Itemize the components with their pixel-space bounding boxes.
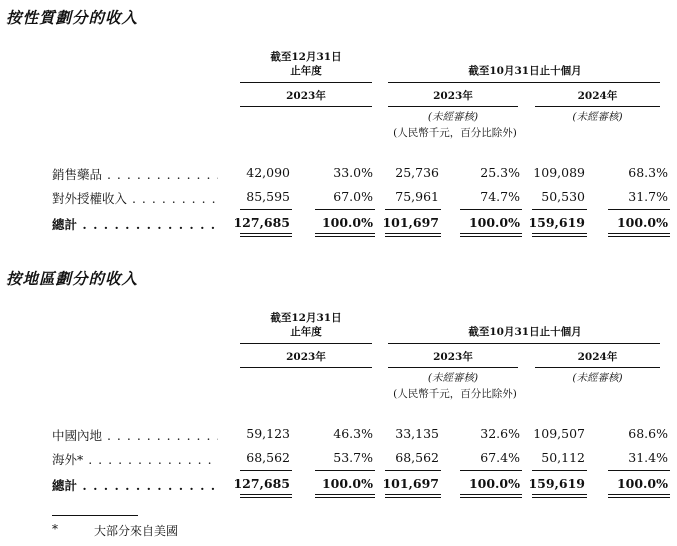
total-row bbox=[0, 215, 677, 231]
subtotal-rule bbox=[460, 470, 522, 471]
cell: 68,562 bbox=[395, 450, 439, 465]
table-row bbox=[0, 189, 677, 205]
header-rule bbox=[240, 343, 372, 344]
cell: 100.0% bbox=[321, 215, 373, 230]
cell: 31.4% bbox=[628, 450, 668, 465]
total-double-rule bbox=[460, 233, 522, 237]
cell: 46.3% bbox=[333, 426, 373, 441]
table-row bbox=[0, 426, 677, 442]
cell: 50,530 bbox=[541, 189, 585, 204]
section-title-by-region: 按地區劃分的收入 bbox=[6, 269, 139, 288]
cell: 68,562 bbox=[246, 450, 290, 465]
subtotal-rule bbox=[608, 470, 670, 471]
header-rule bbox=[388, 343, 660, 344]
total-double-rule bbox=[385, 494, 441, 498]
header-ten-months: 截至10月31日止十個月 bbox=[468, 65, 582, 77]
header-year-2024: 2024年 bbox=[577, 90, 618, 102]
header-rule bbox=[240, 367, 372, 368]
row-label: 海外* . . . bbox=[52, 450, 218, 468]
section-title-by-nature: 按性質劃分的收入 bbox=[6, 8, 139, 27]
subtotal-rule bbox=[532, 209, 587, 210]
header-unaudited: (未經審核) bbox=[572, 111, 623, 123]
cell: 50,112 bbox=[541, 450, 585, 465]
subtotal-rule bbox=[315, 209, 375, 210]
header-rule bbox=[388, 82, 660, 83]
total-double-rule bbox=[460, 494, 522, 498]
cell: 74.7% bbox=[480, 189, 520, 204]
cell: 159,619 bbox=[528, 476, 585, 491]
header-unaudited: (未經審核) bbox=[427, 111, 479, 123]
subtotal-rule bbox=[460, 209, 522, 210]
total-double-rule bbox=[315, 233, 375, 237]
cell: 31.7% bbox=[628, 189, 668, 204]
header-year-2024: 2024年 bbox=[577, 351, 618, 363]
cell: 59,123 bbox=[246, 426, 290, 441]
cell: 101,697 bbox=[382, 215, 439, 230]
cell: 101,697 bbox=[382, 476, 439, 491]
header-year-2023: 2023年 bbox=[433, 351, 473, 363]
header-year-2023: 2023年 bbox=[286, 351, 326, 363]
subtotal-rule bbox=[532, 470, 587, 471]
cell: 42,090 bbox=[246, 165, 290, 180]
header-rule bbox=[240, 82, 372, 83]
row-label: 銷售藥品 . . . bbox=[52, 165, 218, 183]
header-rule bbox=[388, 106, 518, 107]
cell: 67.0% bbox=[333, 189, 373, 204]
header-unaudited: (未經審核) bbox=[427, 372, 479, 384]
cell: 33.0% bbox=[333, 165, 373, 180]
cell: 100.0% bbox=[616, 476, 668, 491]
cell: 109,089 bbox=[533, 165, 585, 180]
total-double-rule bbox=[608, 233, 670, 237]
footnote-mark: * bbox=[52, 522, 58, 536]
header-unaudited: (未經審核) bbox=[572, 372, 623, 384]
total-double-rule bbox=[608, 494, 670, 498]
footnote-text: 大部分來自美國 bbox=[94, 524, 179, 538]
cell: 25.3% bbox=[480, 165, 520, 180]
subtotal-rule bbox=[608, 209, 670, 210]
header-rule bbox=[535, 106, 660, 107]
cell: 159,619 bbox=[528, 215, 585, 230]
total-double-rule bbox=[315, 494, 375, 498]
header-year-end-line2: 止年度 bbox=[290, 65, 322, 77]
footnote-rule bbox=[52, 515, 138, 516]
subtotal-rule bbox=[240, 470, 292, 471]
table-row bbox=[0, 165, 677, 181]
cell: 127,685 bbox=[233, 476, 290, 491]
cell: 53.7% bbox=[333, 450, 373, 465]
subtotal-rule bbox=[385, 470, 441, 471]
cell: 67.4% bbox=[480, 450, 520, 465]
header-year-end-line1: 截至12月31日 bbox=[270, 51, 342, 63]
header-year-end-line1: 截至12月31日 bbox=[270, 312, 342, 324]
total-row bbox=[0, 476, 677, 492]
row-label: 中國內地 . . . bbox=[52, 426, 218, 444]
total-double-rule bbox=[385, 233, 441, 237]
cell: 85,595 bbox=[246, 189, 290, 204]
header-rule bbox=[535, 367, 660, 368]
cell: 68.3% bbox=[628, 165, 668, 180]
cell: 75,961 bbox=[395, 189, 439, 204]
cell: 109,507 bbox=[533, 426, 585, 441]
cell: 68.6% bbox=[628, 426, 668, 441]
subtotal-rule bbox=[315, 470, 375, 471]
header-ten-months: 截至10月31日止十個月 bbox=[468, 326, 582, 338]
header-year-end-line2: 止年度 bbox=[290, 326, 322, 338]
header-year-2023: 2023年 bbox=[433, 90, 473, 102]
subtotal-rule bbox=[240, 209, 292, 210]
cell: 127,685 bbox=[233, 215, 290, 230]
row-label: 總計 . . . bbox=[52, 215, 218, 233]
cell: 33,135 bbox=[395, 426, 439, 441]
cell: 100.0% bbox=[468, 215, 520, 230]
header-unit: (人民幣千元，百分比除外) bbox=[393, 127, 517, 139]
total-double-rule bbox=[532, 494, 587, 498]
row-label: 對外授權收入 . . . bbox=[52, 189, 218, 207]
total-double-rule bbox=[240, 494, 292, 498]
header-rule bbox=[388, 367, 518, 368]
cell: 100.0% bbox=[616, 215, 668, 230]
total-double-rule bbox=[240, 233, 292, 237]
cell: 100.0% bbox=[321, 476, 373, 491]
header-year-2023: 2023年 bbox=[286, 90, 326, 102]
header-rule bbox=[240, 106, 372, 107]
total-double-rule bbox=[532, 233, 587, 237]
subtotal-rule bbox=[385, 209, 441, 210]
table-row bbox=[0, 450, 677, 466]
cell: 100.0% bbox=[468, 476, 520, 491]
cell: 25,736 bbox=[395, 165, 439, 180]
cell: 32.6% bbox=[480, 426, 520, 441]
header-unit: (人民幣千元，百分比除外) bbox=[393, 388, 517, 400]
row-label: 總計 . . . bbox=[52, 476, 218, 494]
